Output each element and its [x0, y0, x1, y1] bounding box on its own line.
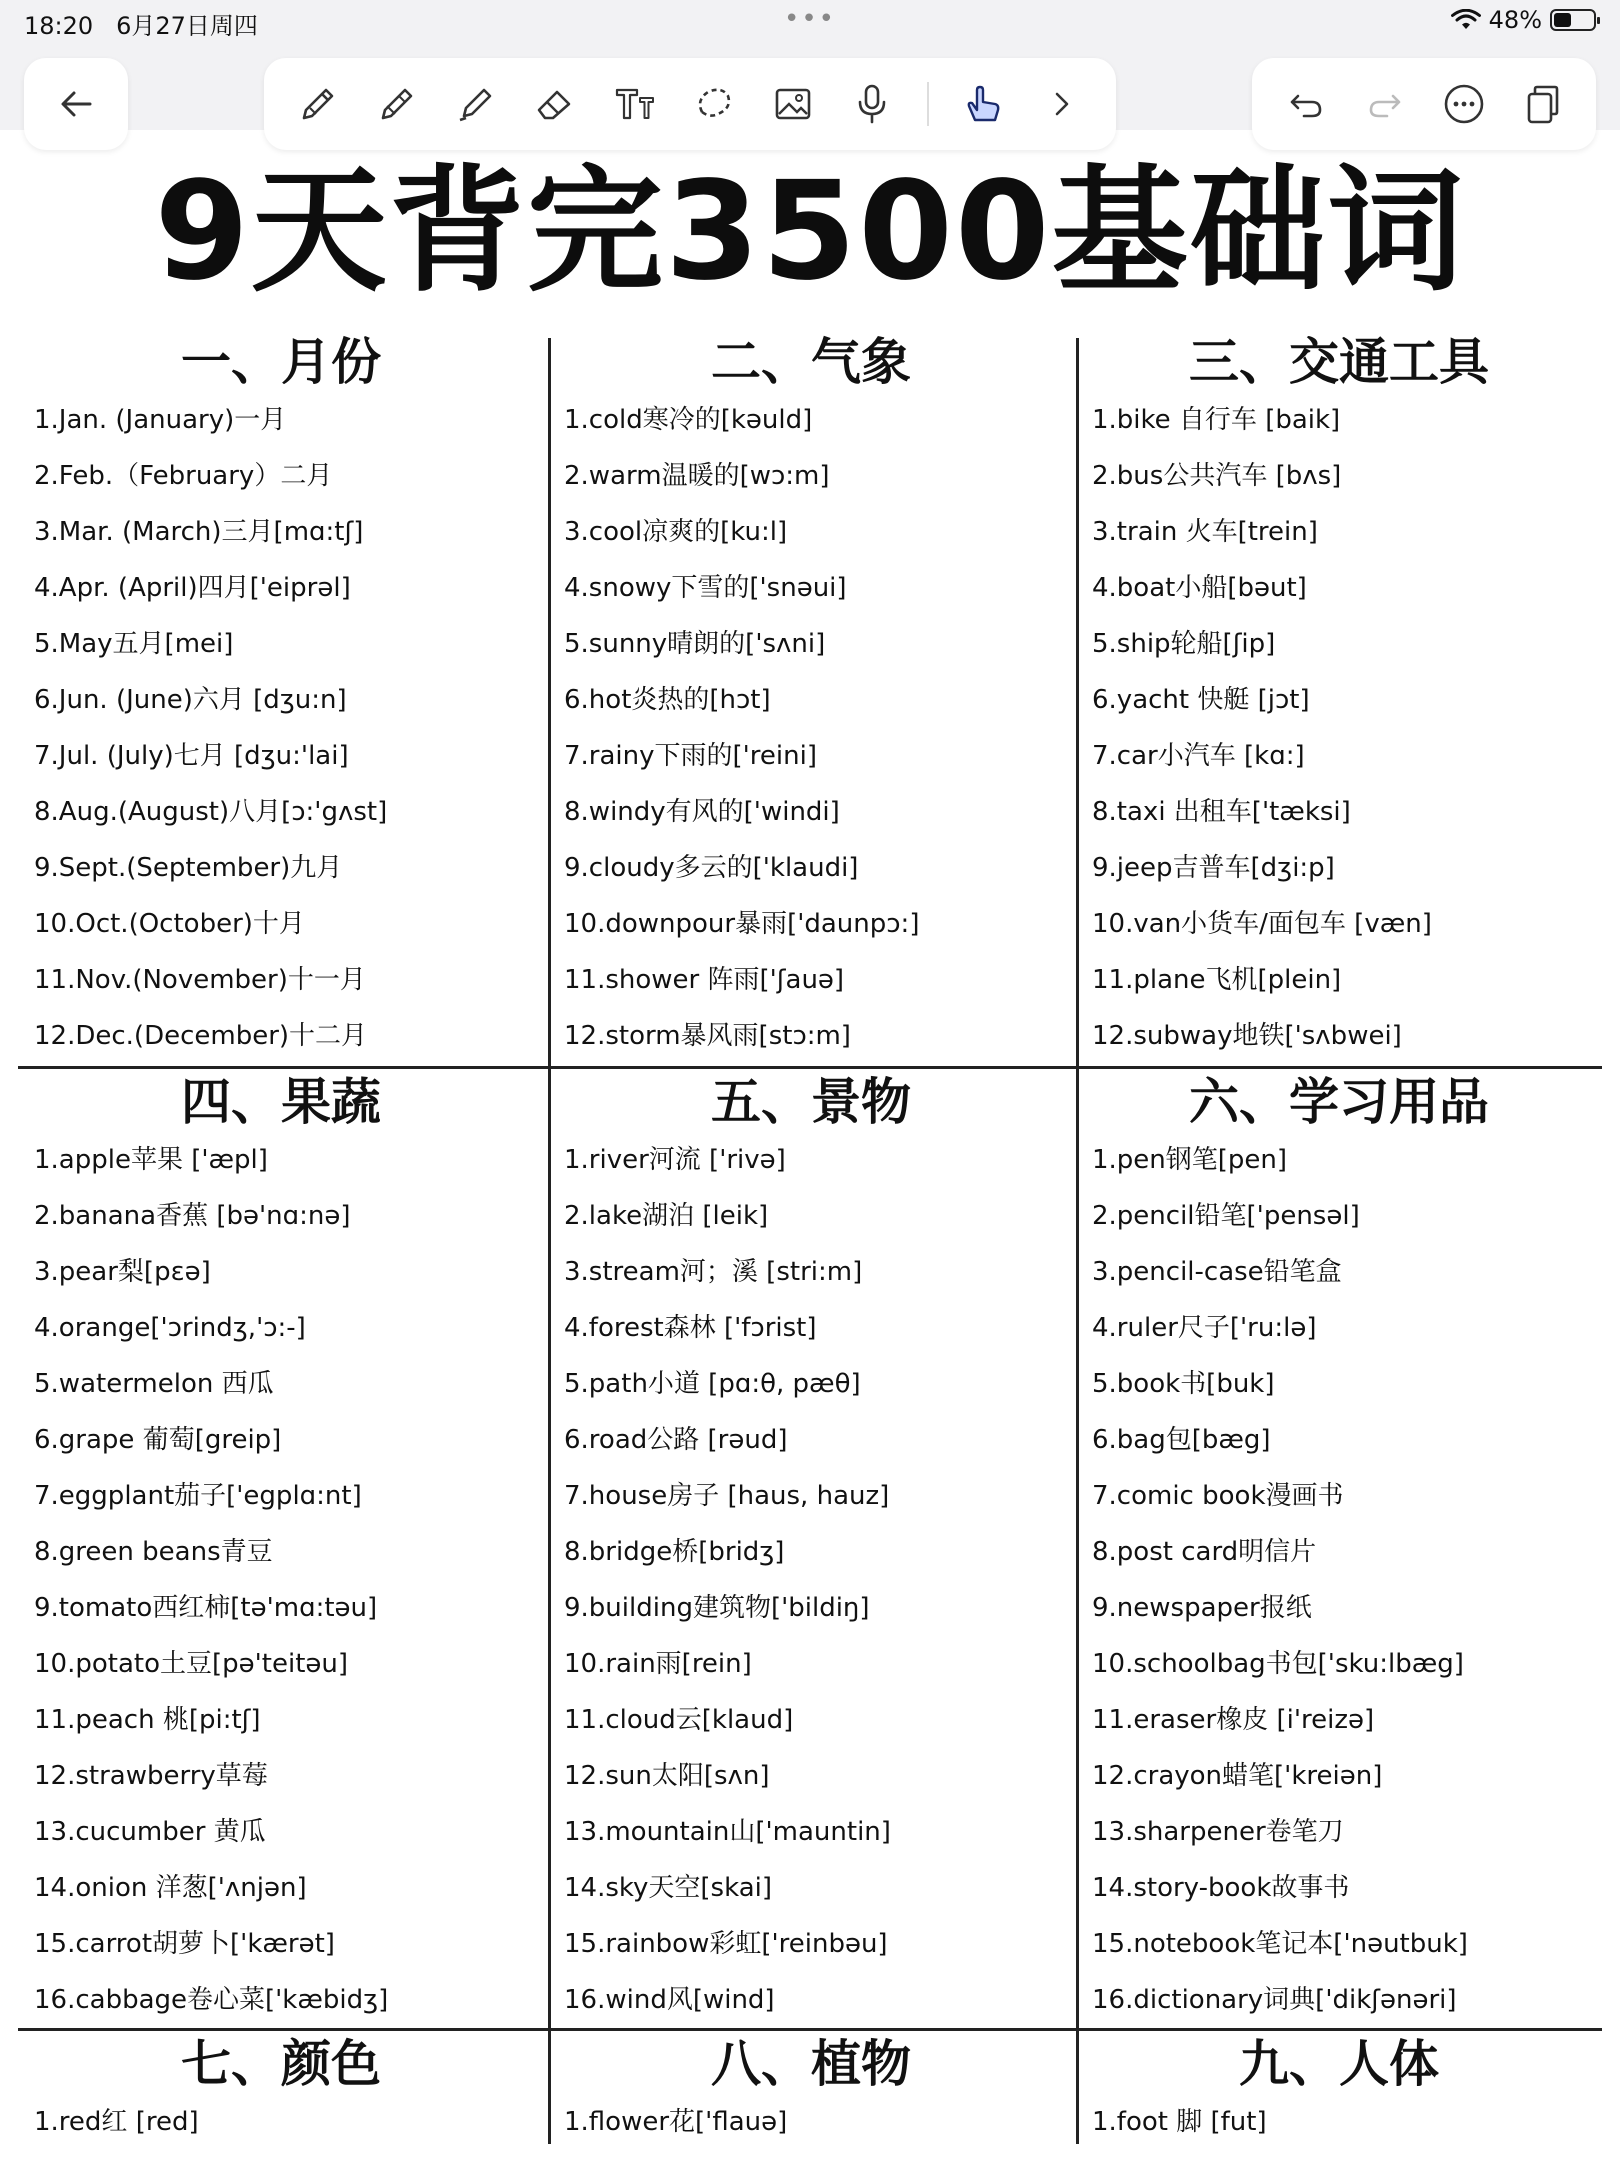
mic-icon[interactable]: [847, 79, 897, 129]
vocab-item: 3.pear梨[pɛə]: [34, 1257, 211, 1287]
vocab-item: 4.boat小船[bəut]: [1092, 573, 1307, 603]
vocab-item: 11.Nov.(November)十一月: [34, 965, 366, 995]
undo-icon[interactable]: [1281, 79, 1331, 129]
section-heading: 五、景物: [711, 1073, 911, 1131]
vocab-item: 1.river河流 ['rivə]: [564, 1145, 786, 1175]
vocab-item: 4.orange['ɔrindʒ,'ɔ:-]: [34, 1313, 306, 1343]
vocab-item: 3.cool凉爽的[ku:l]: [564, 517, 788, 547]
vocab-item: 11.peach 桃[pi:tʃ]: [34, 1705, 261, 1735]
vocab-item: 1.flower花['flauə]: [564, 2107, 788, 2137]
vocab-item: 10.potato土豆[pə'teitəu]: [34, 1649, 349, 1679]
vocab-item: 5.sunny晴朗的['sʌni]: [564, 629, 826, 659]
vocab-item: 5.May五月[mei]: [34, 629, 234, 659]
vocab-item: 1.cold寒冷的[kəuld]: [564, 405, 813, 435]
section-plants: [546, 2036, 1076, 2150]
battery-level: [1554, 13, 1571, 27]
vocab-item: 9.jeep吉普车[dʒi:p]: [1092, 853, 1335, 883]
status-bar: [0, 0, 1620, 40]
vocab-item: 12.crayon蜡笔['kreiən]: [1092, 1761, 1383, 1791]
battery-percent: 48%: [1488, 6, 1542, 34]
vocab-item: 12.storm暴风雨[stɔ:m]: [564, 1021, 851, 1051]
vocab-item: 15.rainbow彩虹['reinbəu]: [564, 1929, 888, 1959]
vocab-item: 7.car小汽车 [kɑ:]: [1092, 741, 1305, 771]
word-list: [1074, 392, 1604, 1064]
vocab-item: 11.shower 阵雨['ʃauə]: [564, 965, 845, 995]
vocab-item: 10.downpour暴雨['daunpɔ:]: [564, 909, 920, 939]
vocab-item: 15.carrot胡萝卜['kærət]: [34, 1929, 335, 1959]
vocab-item: 4.ruler尺子['ru:lə]: [1092, 1313, 1317, 1343]
word-list: [16, 1132, 546, 2028]
vocab-item: 6.grape 葡萄[greip]: [34, 1425, 282, 1455]
vocab-item: 3.train 火车[trein]: [1092, 517, 1318, 547]
touch-icon[interactable]: [958, 79, 1008, 129]
status-time-text: 18:20: [24, 12, 94, 40]
page-title: 9天背完3500基础词: [154, 153, 1466, 311]
row-divider: [18, 2028, 1602, 2031]
word-list: [1074, 1132, 1604, 2028]
vocab-item: 10.van小货车/面包车 [væn]: [1092, 909, 1432, 939]
vocab-item: 9.tomato西红柿[tə'mɑ:təu]: [34, 1593, 378, 1623]
vocab-item: 8.post card明信片: [1092, 1537, 1317, 1567]
section-scenery: [546, 1074, 1076, 2028]
vocab-item: 9.cloudy多云的['klaudi]: [564, 853, 859, 883]
vocab-item: 2.banana香蕉 [bə'nɑ:nə]: [34, 1201, 351, 1231]
vocab-item: 5.watermelon 西瓜: [34, 1369, 274, 1399]
highlighter-icon[interactable]: [451, 79, 501, 129]
section-heading: 六、学习用品: [1189, 1073, 1489, 1131]
text-icon[interactable]: [610, 79, 660, 129]
vocab-item: 14.onion 洋葱['ʌnjən]: [34, 1873, 307, 1903]
vocab-item: 7.comic book漫画书: [1092, 1481, 1344, 1511]
vocab-item: 6.yacht 快艇 [jɔt]: [1092, 685, 1310, 715]
vocab-item: 11.eraser橡皮 [i'reizə]: [1092, 1705, 1375, 1735]
chevron-right-icon[interactable]: [1037, 79, 1087, 129]
vocab-item: 7.house房子 [haus, hauz]: [564, 1481, 890, 1511]
vocab-item: 1.bike 自行车 [baik]: [1092, 405, 1341, 435]
word-list: [546, 392, 1076, 1064]
vocab-item: 8.windy有风的['windi]: [564, 797, 840, 827]
tools-toolbar: [264, 58, 1116, 150]
section-fruits-vegetables: [16, 1074, 546, 2028]
vocab-item: 2.Feb.（February）二月: [34, 461, 333, 491]
vocab-item: 6.hot炎热的[hɔt]: [564, 685, 771, 715]
section-heading: 七、颜色: [181, 2035, 381, 2093]
vocab-item: 3.Mar. (March)三月[mɑ:tʃ]: [34, 517, 364, 547]
vocab-item: 11.plane飞机[plein]: [1092, 965, 1342, 995]
pen-icon[interactable]: [293, 79, 343, 129]
vocab-item: 8.green beans青豆: [34, 1537, 273, 1567]
vocab-item: 6.bag包[bæg]: [1092, 1425, 1271, 1455]
vocab-item: 12.strawberry草莓: [34, 1761, 268, 1791]
lasso-icon[interactable]: [689, 79, 739, 129]
vocab-item: 12.subway地铁['sʌbwei]: [1092, 1021, 1402, 1051]
back-button[interactable]: [24, 58, 128, 150]
pencil-icon[interactable]: [372, 79, 422, 129]
vocab-item: 9.newspaper报纸: [1092, 1593, 1312, 1623]
multitask-dots[interactable]: •••: [784, 4, 837, 34]
section-heading: 八、植物: [711, 2035, 911, 2093]
word-list: [16, 2094, 546, 2150]
image-icon[interactable]: [768, 79, 818, 129]
vocab-item: 7.eggplant茄子['egplɑ:nt]: [34, 1481, 362, 1511]
vocab-item: 3.stream河；溪 [stri:m]: [564, 1257, 863, 1287]
vocab-item: 16.wind风[wind]: [564, 1985, 775, 2015]
word-list: [546, 1132, 1076, 2028]
eraser-icon[interactable]: [530, 79, 580, 129]
section-transport: [1074, 334, 1604, 1064]
section-weather: [546, 334, 1076, 1064]
vocab-item: 14.sky天空[skai]: [564, 1873, 773, 1903]
vocab-item: 15.notebook笔记本['nəutbuk]: [1092, 1929, 1468, 1959]
vocab-item: 16.cabbage卷心菜['kæbidʒ]: [34, 1985, 389, 2015]
vocab-item: 13.mountain山['mauntin]: [564, 1817, 891, 1847]
status-date: 6月27日周四: [116, 12, 258, 40]
vocab-item: 1.Jan. (January)一月: [34, 405, 287, 435]
wifi-icon: [1451, 9, 1481, 31]
vocab-item: 14.story-book故事书: [1092, 1873, 1350, 1903]
back-arrow-icon: [56, 84, 96, 124]
section-colors: [16, 2036, 546, 2150]
section-heading: 九、人体: [1239, 2035, 1439, 2093]
vocab-item: 2.pencil铅笔['pensəl]: [1092, 1201, 1360, 1231]
vocab-item: 8.taxi 出租车['tæksi]: [1092, 797, 1351, 827]
vocab-item: 7.Jul. (July)七月 [dʒu:'lai]: [34, 741, 349, 771]
vocab-item: 13.cucumber 黄瓜: [34, 1817, 266, 1847]
status-right: [1451, 6, 1596, 34]
vocab-item: 12.sun太阳[sʌn]: [564, 1761, 770, 1791]
vocab-item: 4.Apr. (April)四月['eiprəl]: [34, 573, 351, 603]
vocab-item: 13.sharpener卷笔刀: [1092, 1817, 1344, 1847]
vocab-item: 5.ship轮船[ʃip]: [1092, 629, 1276, 659]
section-heading: 四、果蔬: [181, 1073, 381, 1131]
vocab-item: 2.lake湖泊 [leik]: [564, 1201, 769, 1231]
section-heading: 三、交通工具: [1189, 333, 1489, 391]
vocab-item: 6.Jun. (June)六月 [dʒu:n]: [34, 685, 347, 715]
vocab-item: 10.rain雨[rein]: [564, 1649, 752, 1679]
vocab-item: 5.path小道 [pɑ:θ, pæθ]: [564, 1369, 861, 1399]
section-school-supplies: [1074, 1074, 1604, 2028]
vocab-item: 10.schoolbag书包['sku:lbæg]: [1092, 1649, 1464, 1679]
vocab-item: 8.Aug.(August)八月[ɔ:'gʌst]: [34, 797, 388, 827]
vocab-item: 1.apple苹果 ['æpl]: [34, 1145, 268, 1175]
word-list: [1074, 2094, 1604, 2150]
section-heading: 一、月份: [181, 333, 381, 391]
vocab-item: 1.red红 [red]: [34, 2107, 199, 2137]
vocab-item: 4.forest森林 ['fɔrist]: [564, 1313, 817, 1343]
word-list: [16, 392, 546, 1064]
vocab-item: 9.Sept.(September)九月: [34, 853, 343, 883]
vocab-item: 16.dictionary词典['dikʃənəri]: [1092, 1985, 1457, 2015]
row-divider: [18, 1066, 1602, 1069]
battery-icon: [1550, 9, 1596, 31]
vocab-item: 4.snowy下雪的['snəui]: [564, 573, 847, 603]
pages-icon[interactable]: [1518, 79, 1568, 129]
vocab-item: 1.foot 脚 [fut]: [1092, 2107, 1267, 2137]
vocab-item: 7.rainy下雨的['reini]: [564, 741, 817, 771]
word-list: [546, 2094, 1076, 2150]
vocab-item: 3.pencil-case铅笔盒: [1092, 1257, 1342, 1287]
vocab-item: 1.pen钢笔[pen]: [1092, 1145, 1288, 1175]
vocab-item: 9.building建筑物['bildiŋ]: [564, 1593, 870, 1623]
redo-icon[interactable]: [1360, 79, 1410, 129]
actions-toolbar: [1252, 58, 1596, 150]
vocab-item: 8.bridge桥[bridʒ]: [564, 1537, 785, 1567]
vocab-item: 2.warm温暖的[wɔ:m]: [564, 461, 830, 491]
status-time: [24, 6, 258, 41]
vocab-item: 6.road公路 [rəud]: [564, 1425, 788, 1455]
vocab-item: 10.Oct.(October)十月: [34, 909, 305, 939]
vocab-item: 2.bus公共汽车 [bʌs]: [1092, 461, 1342, 491]
more-icon[interactable]: [1439, 79, 1489, 129]
vocab-item: 5.book书[buk]: [1092, 1369, 1275, 1399]
vocab-item: 11.cloud云[klaud]: [564, 1705, 794, 1735]
toolbar-separator: [927, 82, 929, 126]
section-months: [16, 334, 546, 1064]
section-heading: 二、气象: [711, 333, 911, 391]
vocab-item: 12.Dec.(December)十二月: [34, 1021, 368, 1051]
section-human-body: [1074, 2036, 1604, 2150]
